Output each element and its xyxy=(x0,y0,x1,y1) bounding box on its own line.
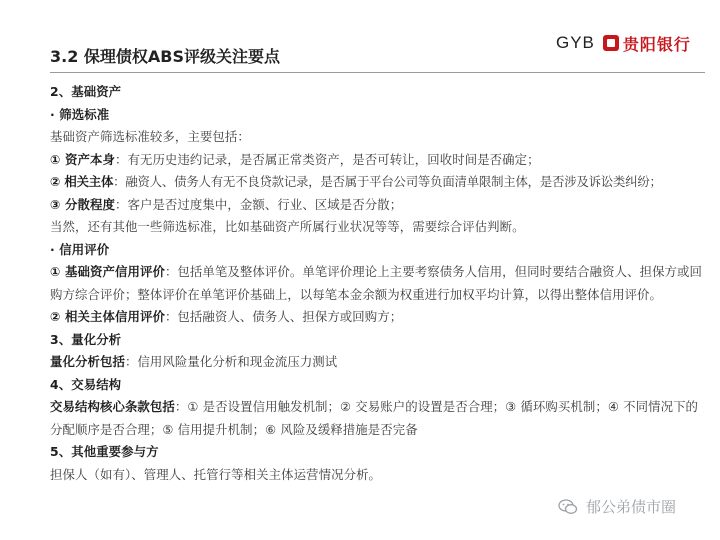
header-divider xyxy=(50,72,705,73)
watermark xyxy=(558,496,676,517)
section-heading-quant: 3、量化分析 xyxy=(50,331,122,347)
screening-item: ① 资产本身：有无历史违约记录，是否属正常类资产，是否可转让，回收时间是否确定； xyxy=(50,151,540,167)
screening-intro: 基础资产筛选标准较多，主要包括： xyxy=(50,129,250,144)
section-heading-basic-assets: 2、基础资产 xyxy=(50,84,122,99)
subheading-credit-rating: · 信用评价 xyxy=(50,241,110,257)
subheading-screening: · 筛选标准 xyxy=(50,106,110,122)
section-heading-structure: 4、交易结构 xyxy=(50,376,122,392)
watermark-text: 郁公弟债市圈 xyxy=(586,498,677,516)
rating-item: ① 基础资产信用评价：包括单笔及整体评价。单笔评价理论上主要考察债务人信用，但同时要结合融资人、担保方或回购方综合评价；整体评价在单笔评价基础上，以每笔本金余额为权重进行加权平均计算，以得出整体信用评价。 xyxy=(50,264,703,302)
logo-mark-icon xyxy=(603,35,619,51)
screening-item: ② 相关主体：融资人、债务人有无不良贷款记录，是否属于平台公司等负面清单限制主体，是否涉及诉讼类纠纷； xyxy=(50,174,662,189)
structure-body: 交易结构核心条款包括：① 是否设置信用触发机制；② 交易账户的设置是否合理；③ 循环购买机制；④ 不同情况下的分配顺序是否合理；⑤ 信用提升机制；⑥ 风险及缓释措施是否完备 xyxy=(50,399,699,437)
page-title: 3.2 保理债权ABS评级关注要点 xyxy=(50,47,281,66)
logo-name: 贵阳银行 xyxy=(622,34,691,54)
slide-content xyxy=(50,81,710,486)
section-heading-participants: 5、其他重要参与方 xyxy=(50,444,159,459)
screening-note: 当然，还有其他一些筛选标准，比如基础资产所属行业状况等等，需要综合评估判断。 xyxy=(50,219,525,234)
bank-logo xyxy=(556,32,691,54)
participants-body: 担保人（如有）、管理人、托管行等相关主体运营情况分析。 xyxy=(50,466,382,482)
quant-body: 量化分析包括：信用风险量化分析和现金流压力测试 xyxy=(50,354,338,369)
rating-item: ② 相关主体信用评价：包括融资人、债务人、担保方或回购方； xyxy=(50,309,403,324)
logo-abbrev: GYB xyxy=(556,33,595,52)
screening-item: ③ 分散程度：客户是否过度集中，金额、行业、区域是否分散； xyxy=(50,196,403,212)
wechat-icon xyxy=(558,499,578,515)
